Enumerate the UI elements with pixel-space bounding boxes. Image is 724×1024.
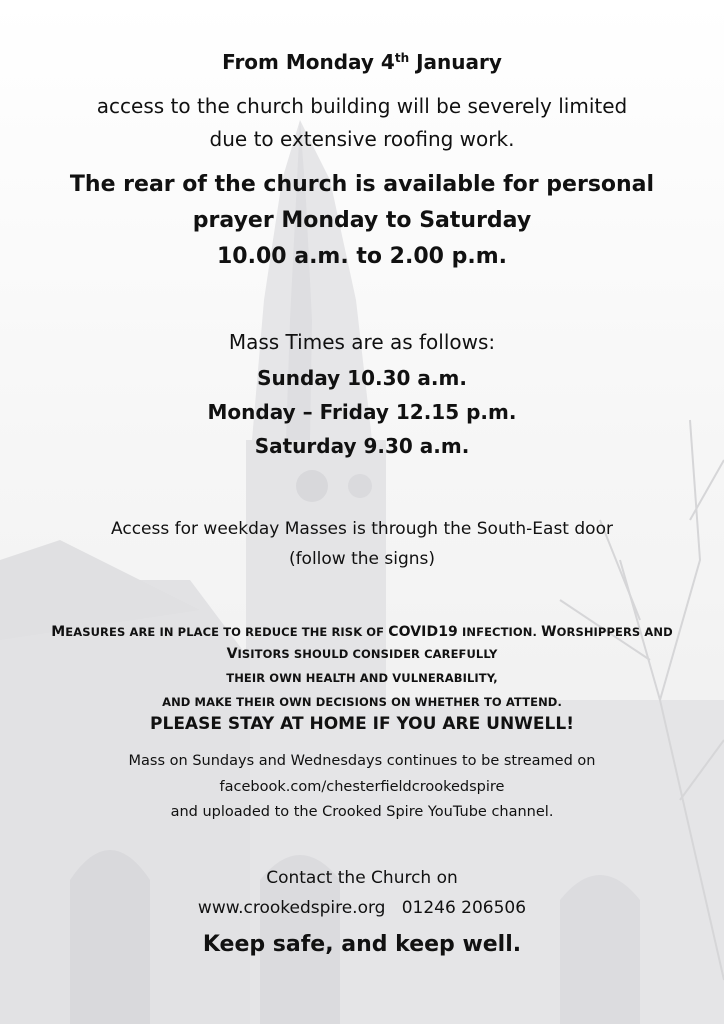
contact-intro: Contact the Church on [266, 868, 458, 888]
stay-home-warning: PLEASE STAY AT HOME IF YOU ARE UNWELL! [150, 714, 574, 734]
mass-time-weekday: Monday – Friday 12.15 p.m. [207, 400, 517, 424]
covid-text-segment: W [541, 624, 557, 640]
facebook-link[interactable]: facebook.com/chesterfieldcrookedspire [219, 779, 505, 795]
notice-heading: From Monday 4th January [222, 50, 502, 74]
weekday-access-line: Access for weekday Masses is through the South-East door [111, 519, 613, 539]
mass-time-sunday: Sunday 10.30 a.m. [257, 366, 467, 390]
covid-measures-line [0, 624, 724, 640]
closing-message: Keep safe, and keep well. [202, 932, 522, 957]
youtube-line: and uploaded to the Crooked Spire YouTube channel. [170, 804, 554, 820]
prayer-days-line: prayer Monday to Saturday [192, 208, 532, 233]
covid-text-segment: EASURES ARE IN PLACE TO REDUCE THE RISK OF [65, 625, 389, 639]
covid-decision-line: AND MAKE THEIR OWN DECISIONS ON WHETHER TO ATTEND. [162, 695, 562, 709]
phone-number: 01246 206506 [401, 898, 527, 918]
covid-visitors-line [0, 646, 724, 662]
covid-text-segment: ISITORS SHOULD CONSIDER CAREFULLY [237, 647, 498, 661]
streaming-line: Mass on Sundays and Wednesdays continues to be streamed on [128, 753, 596, 769]
covid-health-line: THEIR OWN HEALTH AND VULNERABILITY, [226, 671, 498, 685]
contact-details [0, 898, 724, 918]
prayer-hours-line: 10.00 a.m. to 2.00 p.m. [216, 244, 507, 269]
covid-text-segment: ORSHIPPERS AND [556, 625, 673, 639]
prayer-availability-line: The rear of the church is available for personal [69, 172, 655, 197]
website-link[interactable]: www.crookedspire.org [197, 898, 386, 918]
covid-text-segment: COVID19 [388, 624, 458, 640]
access-limited-line: access to the church building will be severely limited [96, 94, 628, 118]
mass-time-saturday: Saturday 9.30 a.m. [254, 434, 470, 458]
covid-text-segment: INFECTION. [457, 625, 542, 639]
covid-text-segment: M [51, 624, 66, 640]
roofing-work-line: due to extensive roofing work. [209, 127, 515, 151]
covid-text-segment: V [226, 646, 238, 662]
follow-signs-line: (follow the signs) [288, 549, 436, 569]
mass-times-intro: Mass Times are as follows: [228, 330, 496, 354]
